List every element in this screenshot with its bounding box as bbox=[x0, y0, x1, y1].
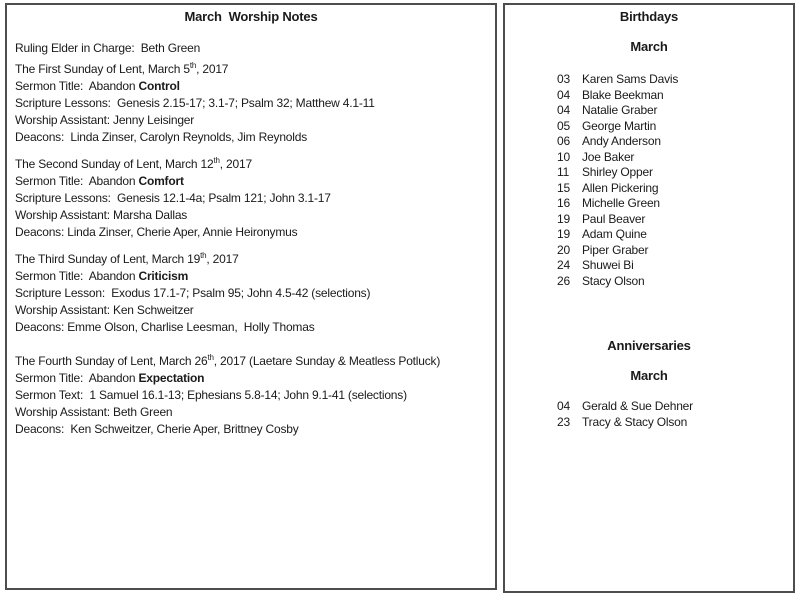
worship-line bbox=[15, 57, 491, 78]
worship-section bbox=[15, 247, 491, 336]
entry-day: 26 bbox=[557, 273, 570, 288]
entry-name: Allen Pickering bbox=[582, 180, 659, 195]
sermon-theme-text: Comfort bbox=[138, 174, 184, 188]
worship-section bbox=[15, 40, 491, 146]
entry-day: 05 bbox=[557, 118, 570, 133]
entry-day: 20 bbox=[557, 242, 570, 257]
line-text: Worship Assistant: Beth Green bbox=[15, 405, 173, 419]
entry-day: 16 bbox=[557, 196, 570, 210]
anniversaries-title: Anniversaries bbox=[607, 338, 691, 353]
line-text: Sermon Text: 1 Samuel 16.1-13; Ephesians 5.8-14; John 9.1-41 (selections) bbox=[15, 388, 407, 402]
line-text: Worship Assistant: Ken Schweitzer bbox=[15, 303, 194, 317]
line-text: Scripture Lessons: Genesis 2.15-17; 3.1-7; Psalm 32; Matthew 4.1-11 bbox=[15, 96, 375, 110]
ordinal-superscript: th bbox=[213, 156, 220, 165]
list-item bbox=[557, 274, 793, 290]
entry-day: 23 bbox=[557, 414, 570, 429]
line-text: Sermon Title: Abandon bbox=[15, 174, 139, 188]
worship-line bbox=[15, 152, 491, 173]
entry-name: Karen Sams Davis bbox=[582, 72, 679, 86]
birthdays-list bbox=[505, 72, 793, 289]
line-text: Worship Assistant: Marsha Dallas bbox=[15, 208, 188, 222]
line-text: Deacons: Ken Schweitzer, Cherie Aper, Brittney Cosby bbox=[15, 422, 299, 436]
birthdays-anniversaries-panel bbox=[503, 3, 795, 593]
worship-line bbox=[15, 207, 491, 224]
list-item bbox=[557, 134, 793, 150]
line-text: The Fourth Sunday of Lent, March 26 bbox=[15, 354, 208, 368]
entry-day: 10 bbox=[557, 149, 570, 164]
entry-day: 15 bbox=[557, 180, 570, 195]
entry-name: Blake Beekman bbox=[582, 87, 664, 102]
entry-name: Shuwei Bi bbox=[582, 258, 634, 272]
list-item bbox=[557, 196, 793, 212]
line-text: , 2017 (Laetare Sunday & Meatless Potluck) bbox=[213, 354, 441, 368]
entry-name: Adam Quine bbox=[582, 227, 647, 241]
list-item bbox=[557, 212, 793, 228]
sermon-theme-text: Expectation bbox=[138, 371, 205, 385]
worship-line bbox=[15, 224, 491, 241]
anniversaries-list bbox=[505, 399, 793, 430]
line-text: The Third Sunday of Lent, March 19 bbox=[15, 252, 201, 266]
entry-day: 04 bbox=[557, 399, 570, 413]
line-text: Sermon Title: Abandon bbox=[15, 371, 139, 385]
entry-day: 04 bbox=[557, 103, 570, 117]
line-text: Scripture Lesson: Exodus 17.1-7; Psalm 95; John 4.5-42 (selections) bbox=[15, 286, 371, 300]
worship-line bbox=[15, 112, 491, 129]
sermon-theme-text: Control bbox=[138, 79, 180, 93]
worship-line bbox=[15, 173, 491, 190]
entry-day: 24 bbox=[557, 258, 570, 272]
entry-day: 11 bbox=[557, 165, 570, 179]
worship-section bbox=[15, 152, 491, 241]
worship-line bbox=[15, 78, 491, 95]
worship-line bbox=[15, 190, 491, 207]
entry-day: 04 bbox=[557, 87, 570, 102]
entry-name: Michelle Green bbox=[582, 196, 660, 210]
line-text: The First Sunday of Lent, March 5 bbox=[15, 62, 190, 76]
entry-day: 19 bbox=[557, 227, 570, 241]
worship-line bbox=[15, 302, 491, 319]
entry-name: Stacy Olson bbox=[582, 273, 645, 288]
line-text: , 2017 bbox=[206, 252, 239, 266]
worship-line bbox=[15, 387, 491, 404]
entry-day: 19 bbox=[557, 211, 570, 226]
entry-name: George Martin bbox=[582, 118, 657, 133]
entry-name: Andy Anderson bbox=[582, 134, 661, 148]
worship-section bbox=[15, 349, 491, 438]
line-text: Sermon Title: Abandon bbox=[15, 79, 139, 93]
list-item bbox=[557, 119, 793, 135]
worship-sections bbox=[7, 40, 495, 438]
entry-name: Natalie Graber bbox=[582, 103, 658, 117]
worship-line bbox=[15, 319, 491, 336]
entry-name: Tracy & Stacy Olson bbox=[582, 414, 688, 429]
entry-name: Gerald & Sue Dehner bbox=[582, 399, 693, 413]
list-item bbox=[557, 258, 793, 274]
worship-line bbox=[15, 40, 491, 57]
list-item bbox=[557, 165, 793, 181]
ordinal-superscript: th bbox=[207, 353, 214, 362]
line-text: Ruling Elder in Charge: Beth Green bbox=[15, 41, 201, 55]
ordinal-superscript: th bbox=[189, 61, 197, 70]
entry-name: Shirley Opper bbox=[582, 165, 653, 179]
worship-notes-title: March Worship Notes bbox=[184, 9, 318, 24]
entry-day: 06 bbox=[557, 134, 570, 148]
entry-day: 03 bbox=[557, 72, 570, 86]
list-item bbox=[557, 150, 793, 166]
list-item bbox=[557, 415, 793, 431]
worship-line bbox=[15, 370, 491, 387]
ordinal-superscript: th bbox=[200, 251, 207, 260]
list-item bbox=[557, 88, 793, 104]
worship-line bbox=[15, 285, 491, 302]
list-item bbox=[557, 72, 793, 88]
list-item bbox=[557, 227, 793, 243]
line-text: Deacons: Linda Zinser, Carolyn Reynolds, Jim Reynolds bbox=[15, 130, 308, 144]
line-text: , 2017 bbox=[196, 62, 229, 76]
entry-name: Piper Graber bbox=[582, 242, 649, 257]
entry-name: Paul Beaver bbox=[582, 211, 646, 226]
list-item bbox=[557, 103, 793, 119]
line-text: , 2017 bbox=[219, 157, 252, 171]
entry-name: Joe Baker bbox=[582, 149, 635, 164]
worship-line bbox=[15, 421, 491, 438]
line-text: Deacons: Linda Zinser, Cherie Aper, Annie Heironymus bbox=[15, 225, 298, 239]
worship-line bbox=[15, 268, 491, 285]
sermon-theme-text: Criticism bbox=[138, 269, 189, 283]
birthdays-title: Birthdays bbox=[619, 9, 679, 24]
worship-line bbox=[15, 247, 491, 268]
worship-line bbox=[15, 349, 491, 370]
list-item bbox=[557, 181, 793, 197]
worship-line bbox=[15, 95, 491, 112]
line-text: Sermon Title: Abandon bbox=[15, 269, 139, 283]
line-text: Scripture Lessons: Genesis 12.1-4a; Psalm 121; John 3.1-17 bbox=[15, 191, 331, 205]
list-item bbox=[557, 399, 793, 415]
list-item bbox=[557, 243, 793, 259]
worship-line bbox=[15, 404, 491, 421]
line-text: Worship Assistant: Jenny Leisinger bbox=[15, 113, 195, 127]
birthdays-month-label: March bbox=[630, 39, 668, 54]
line-text: The Second Sunday of Lent, March 12 bbox=[15, 157, 214, 171]
worship-line bbox=[15, 129, 491, 146]
line-text: Deacons: Emme Olson, Charlise Leesman, Holly Thomas bbox=[15, 320, 315, 334]
anniversaries-month-label: March bbox=[630, 368, 668, 383]
worship-notes-panel bbox=[5, 3, 497, 590]
